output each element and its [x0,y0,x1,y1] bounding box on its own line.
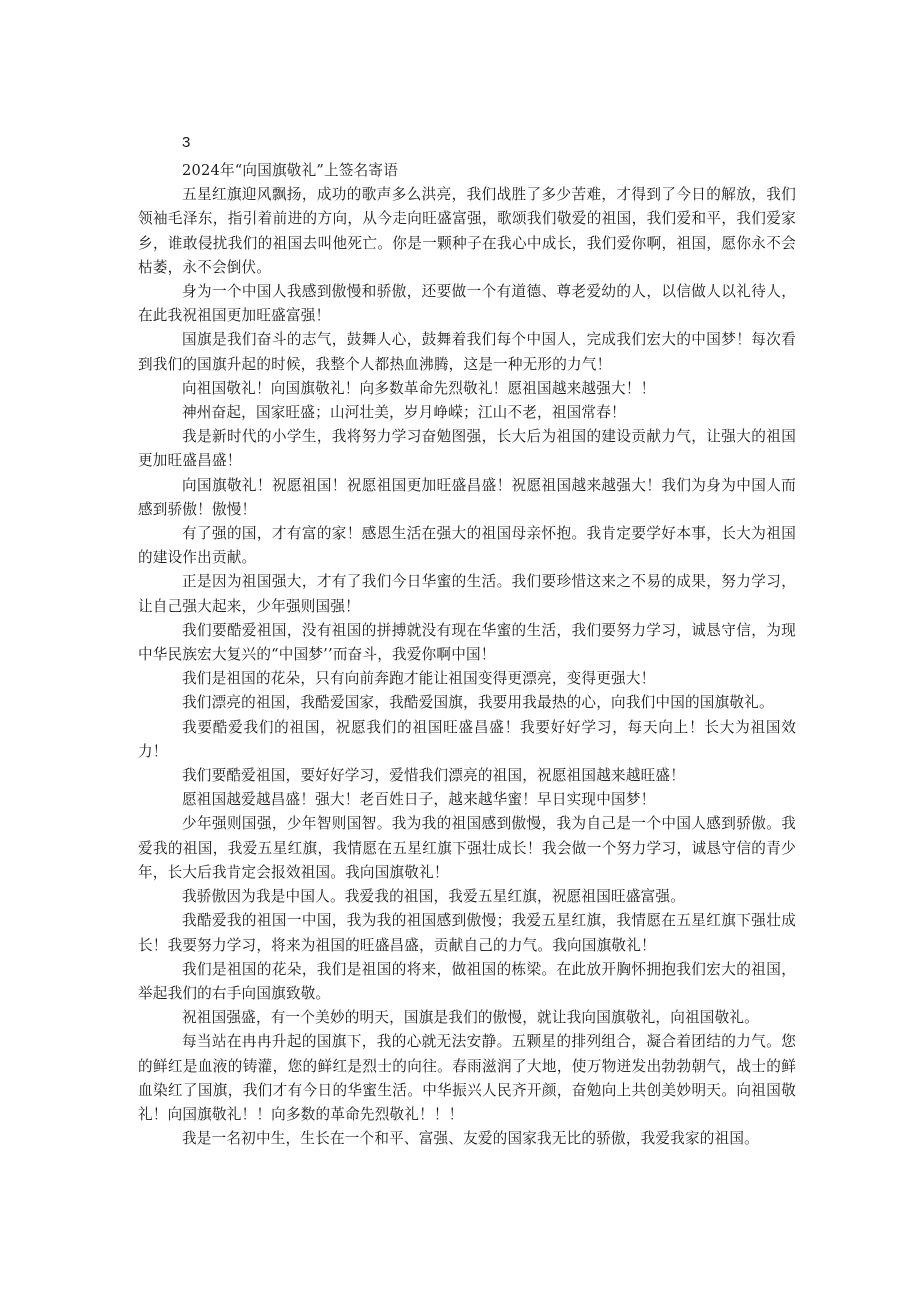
paragraph: 我们是祖国的花朵，只有向前奔跑才能让祖国变得更漂亮，变得更强大！ [182,670,656,688]
paragraph: 每当站在冉冉升起的国旗下，我的心就无法安静。五颗星的排列组合，凝合着团结的力气。您的鲜红是血液的铸灌，您的鲜红是烈士的向往。春雨滋润了大地，使万物迸发出勃勃朝气，战士的鲜血染红了国旗，我们才有今日的华蜜生活。中华振兴人民齐开颜，奋勉向上共创美妙明天。向祖国敬礼！向国旗敬礼！！向多数的革命先烈敬礼！！！ [138,1033,796,1123]
paragraph: 我骄傲因为我是中国人。我爱我的祖国，我爱五星红旗，祝愿祖国旺盛富强。 [182,888,685,906]
paragraph: 神州奋起，国家旺盛；山河壮美，岁月峥嵘；江山不老，祖国常春！ [182,404,626,422]
paragraph: 向祖国敬礼！向国旗敬礼！向多数革命先烈敬礼！愿祖国越来越强大！！ [182,379,656,397]
document-title: 2024年“向国旗敬礼”上签名寄语 [182,162,398,179]
paragraph: 五星红旗迎风飘扬，成功的歌声多么洪亮，我们战胜了多少苦难，才得到了今日的解放，我们领袖毛泽东，指引着前进的方向，从今走向旺盛富强，歌颂我们敬爱的祖国，我们爱和平，我们爱家乡，谁敢侵扰我们的祖国去叫他死亡。你是一颗种子在我心中成长，我们爱你啊，祖国，愿你永不会枯萎，永不会倒伏。 [138,186,796,276]
paragraph: 正是因为祖国强大，才有了我们今日华蜜的生活。我们要珍惜这来之不易的成果，努力学习，让自己强大起来，少年强则国强！ [138,573,796,615]
paragraph: 我们是祖国的花朵，我们是祖国的将来，做祖国的栋梁。在此放开胸怀拥抱我们宏大的祖国，举起我们的右手向国旗致敬。 [138,960,796,1002]
paragraph: 愿祖国越爱越昌盛！强大！老百姓日子，越来越华蜜！早日实现中国梦！ [182,791,656,809]
document-page [138,131,796,1151]
paragraph: 有了强的国，才有富的家！感恩生活在强大的祖国母亲怀抱。我肯定要学好本事，长大为祖国的建设作出贡献。 [138,525,796,567]
paragraph: 我酷爱我的祖国一中国，我为我的祖国感到傲慢；我爱五星红旗，我情愿在五星红旗下强壮成长！我要努力学习，将来为祖国的旺盛昌盛，贡献自己的力气。我向国旗敬礼！ [138,912,796,954]
paragraph: 向国旗敬礼！祝愿祖国！祝愿祖国更加旺盛昌盛！祝愿祖国越来越强大！我们为身为中国人而感到骄傲！傲慢！ [138,476,796,518]
paragraph: 我们漂亮的祖国，我酷爱国家，我酷爱国旗，我要用我最热的心，向我们中国的国旗敬礼。 [182,694,774,712]
paragraph: 我要酷爱我们的祖国，祝愿我们的祖国旺盛昌盛！我要好好学习，每天向上！长大为祖国效力！ [138,718,796,760]
paragraph: 身为一个中国人我感到傲慢和骄傲，还要做一个有道德、尊老爱幼的人，以信做人以礼待人，在此我祝祖国更加旺盛富强！ [138,283,796,325]
page-number: 3 [182,134,191,151]
paragraph: 我是新时代的小学生，我将努力学习奋勉图强，长大后为祖国的建设贡献力气，让强大的祖国更加旺盛昌盛！ [138,428,796,470]
paragraph: 少年强则国强，少年智则国智。我为我的祖国感到傲慢，我为自己是一个中国人感到骄傲。我爱我的祖国，我爱五星红旗，我情愿在五星红旗下强壮成长！我会做一个努力学习，诚恳守信的青少年，长大后我肯定会报效祖国。我向国旗敬礼！ [138,815,796,881]
paragraph: 我们要酷爱祖国，没有祖国的拼搏就没有现在华蜜的生活，我们要努力学习，诚恳守信，为现中华民族宏大复兴的“中国梦’’而奋斗，我爱你啊中国！ [138,621,796,664]
paragraph: 祝祖国强盛，有一个美妙的明天，国旗是我们的傲慢，就让我向国旗敬礼，向祖国敬礼。 [182,1009,759,1027]
document-body [138,183,796,1151]
paragraph: 我们要酷爱祖国，要好好学习，爱惜我们漂亮的祖国，祝愿祖国越来越旺盛！ [182,767,685,785]
paragraph: 我是一名初中生，生长在一个和平、富强、友爱的国家我无比的骄傲，我爱我家的祖国。 [182,1130,759,1148]
paragraph: 国旗是我们奋斗的志气，鼓舞人心，鼓舞着我们每个中国人，完成我们宏大的中国梦！每次看到我们的国旗升起的时候，我整个人都热血沸腾，这是一种无形的力气！ [138,331,796,373]
